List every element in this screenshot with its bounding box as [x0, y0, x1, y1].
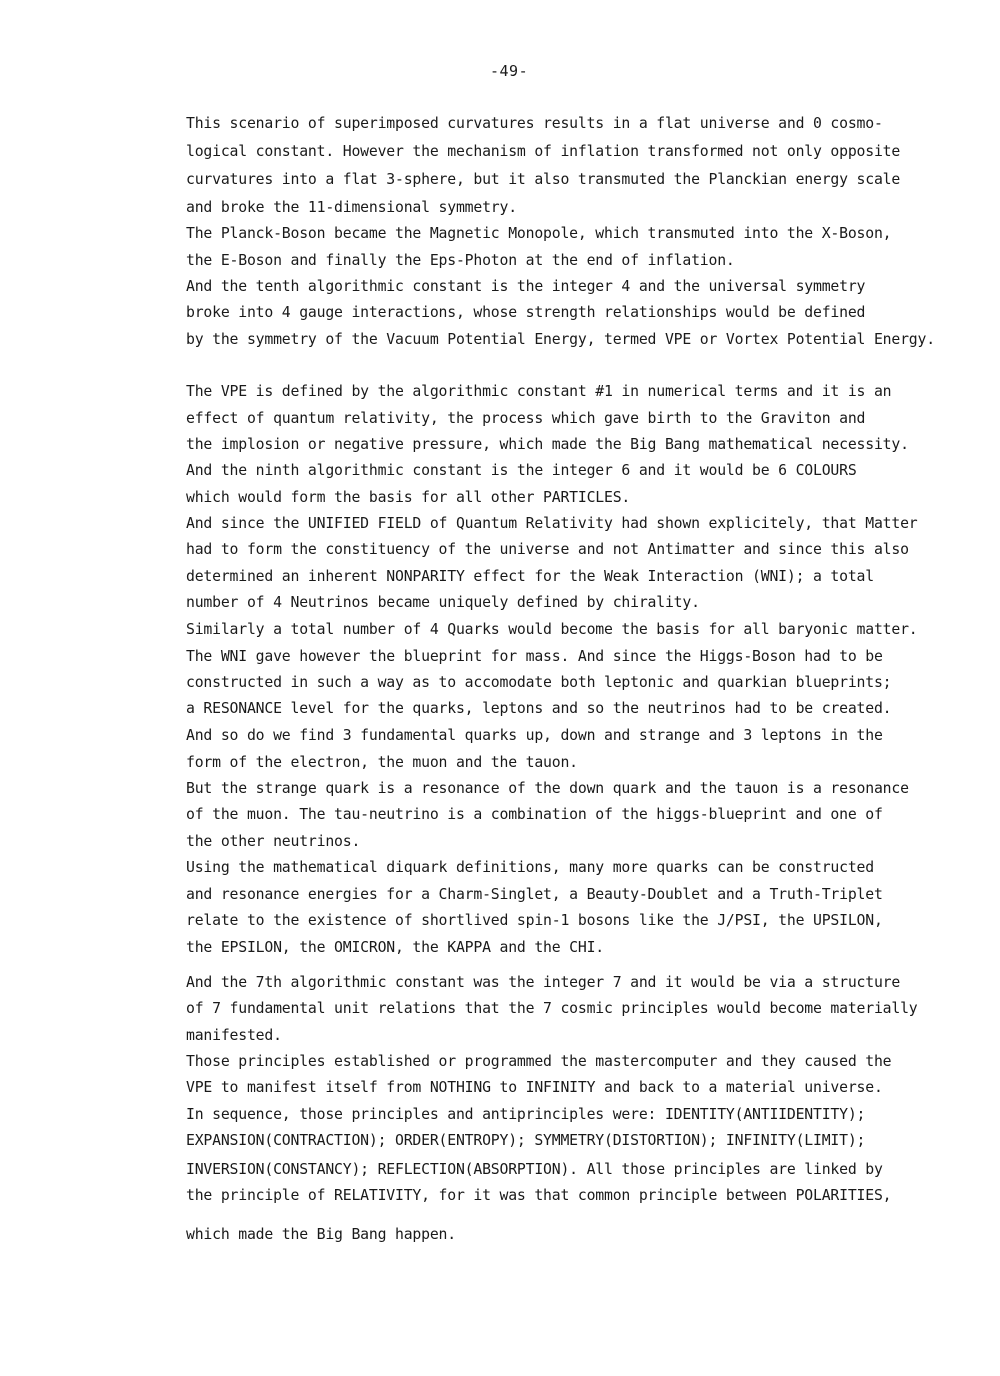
text-line: The VPE is defined by the algorithmic constant #1 in numerical terms and it is an [186, 383, 892, 400]
text-line: by the symmetry of the Vacuum Potential Energy, termed VPE or Vortex Potential Energy. [186, 331, 935, 348]
text-line: In sequence, those principles and antiprinciples were: IDENTITY(ANTIIDENTITY); [186, 1106, 866, 1123]
text-line: And the ninth algorithmic constant is the integer 6 and it would be 6 COLOURS [186, 462, 857, 479]
text-line: And the 7th algorithmic constant was the integer 7 and it would be via a structure [186, 974, 901, 991]
text-line: the E-Boson and finally the Eps-Photon at the end of inflation. [186, 252, 735, 269]
text-line: form of the electron, the muon and the tauon. [186, 754, 578, 771]
text-line: the EPSILON, the OMICRON, the KAPPA and the CHI. [186, 939, 605, 956]
text-line: relate to the existence of shortlived spin-1 bosons like the J/PSI, the UPSILON, [186, 912, 883, 929]
text-line: INVERSION(CONSTANCY); REFLECTION(ABSORPTION). All those principles are linked by [186, 1161, 883, 1178]
text-line: which would form the basis for all other PARTICLES. [186, 489, 631, 506]
text-line: a RESONANCE level for the quarks, leptons and so the neutrinos had to be created. [186, 700, 892, 717]
text-line: constructed in such a way as to accomodate both leptonic and quarkian blueprints; [186, 674, 892, 691]
text-line: the implosion or negative pressure, which made the Big Bang mathematical necessity. [186, 436, 909, 453]
text-line: of 7 fundamental unit relations that the 7 cosmic principles would become materially [186, 1000, 918, 1017]
text-line: VPE to manifest itself from NOTHING to INFINITY and back to a material universe. [186, 1079, 883, 1096]
text-line: and broke the 11-dimensional symmetry. [186, 199, 517, 216]
text-line: had to form the constituency of the universe and not Antimatter and since this also [186, 541, 909, 558]
text-line: The Planck-Boson became the Magnetic Monopole, which transmuted into the X-Boson, [186, 225, 892, 242]
text-line: curvatures into a flat 3-sphere, but it also transmuted the Planckian energy scale [186, 171, 901, 188]
text-line: manifested. [186, 1027, 282, 1044]
text-line: And the tenth algorithmic constant is the integer 4 and the universal symmetry [186, 278, 866, 295]
text-line: The WNI gave however the blueprint for mass. And since the Higgs-Boson had to be [186, 648, 883, 665]
text-line: effect of quantum relativity, the process which gave birth to the Graviton and [186, 410, 866, 427]
text-line: And so do we find 3 fundamental quarks up, down and strange and 3 leptons in the [186, 727, 883, 744]
text-line: But the strange quark is a resonance of the down quark and the tauon is a resonance [186, 780, 909, 797]
page-number: -49- [490, 62, 529, 80]
text-line: This scenario of superimposed curvatures results in a flat universe and 0 cosmo- [186, 115, 883, 132]
text-line: Those principles established or programmed the mastercomputer and they caused the [186, 1053, 892, 1070]
text-line: And since the UNIFIED FIELD of Quantum Relativity had shown explicitely, that Matter [186, 515, 918, 532]
text-line: and resonance energies for a Charm-Singlet, a Beauty-Doublet and a Truth-Triplet [186, 886, 883, 903]
text-line: Similarly a total number of 4 Quarks would become the basis for all baryonic matter. [186, 621, 918, 638]
text-line: Using the mathematical diquark definitions, many more quarks can be constructed [186, 859, 874, 876]
text-line: of the muon. The tau-neutrino is a combination of the higgs-blueprint and one of [186, 806, 883, 823]
text-line: number of 4 Neutrinos became uniquely defined by chirality. [186, 594, 700, 611]
text-line: the principle of RELATIVITY, for it was that common principle between POLARITIES, [186, 1187, 892, 1204]
text-line: determined an inherent NONPARITY effect for the Weak Interaction (WNI); a total [186, 568, 874, 585]
text-line: EXPANSION(CONTRACTION); ORDER(ENTROPY); SYMMETRY(DISTORTION); INFINITY(LIMIT); [186, 1132, 866, 1149]
text-line: which made the Big Bang happen. [186, 1226, 456, 1243]
text-line: broke into 4 gauge interactions, whose strength relationships would be defined [186, 304, 866, 321]
text-line: logical constant. However the mechanism of inflation transformed not only opposite [186, 143, 901, 160]
text-line: the other neutrinos. [186, 833, 361, 850]
